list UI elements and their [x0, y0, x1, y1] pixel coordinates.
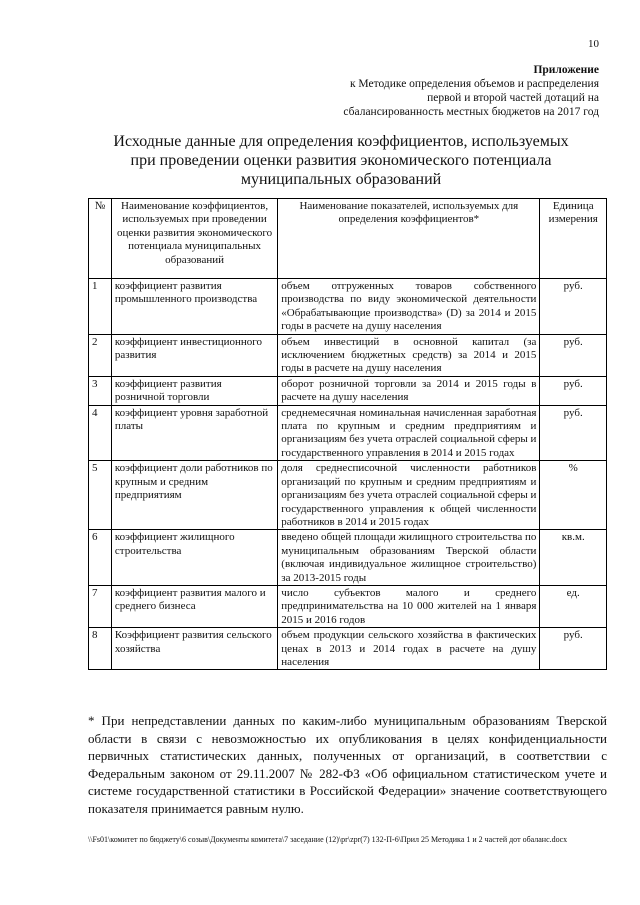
row-indicator: объем продукции сельского хозяйства в фактических ценах в 2013 и 2014 годах в расчете на душу населения	[278, 628, 540, 670]
row-indicator: введено общей площади жилищного строительства по муниципальным образованиям Тверской области (включая индивидуальное жилищное строительство) за 2013-2015 годы	[278, 530, 540, 586]
row-unit: кв.м.	[540, 530, 607, 586]
row-num: 4	[89, 405, 112, 461]
row-coefficient: коэффициент развития малого и среднего бизнеса	[111, 585, 277, 627]
coefficients-table	[88, 198, 607, 670]
header-num: №	[89, 199, 112, 279]
row-unit: руб.	[540, 405, 607, 461]
document-title: Исходные данные для определения коэффициентов, используемых при проведении оценки развития экономического потенциала муниципальных образований	[113, 133, 569, 188]
row-num: 1	[89, 279, 112, 335]
table-row	[89, 585, 607, 627]
row-unit: %	[540, 461, 607, 530]
row-num: 7	[89, 585, 112, 627]
row-coefficient: коэффициент жилищного строительства	[111, 530, 277, 586]
header-coefficient: Наименование коэффициентов, используемых при проведении оценки развития экономического потенциала муниципальных образований	[111, 199, 277, 279]
footnote: * При непредставлении данных по каким-либо муниципальным образованиям Тверской области в связи с невозможностью их опубликования в целях конфиденциальности первичных статистических данных, полученных от организаций, в соответствии с Федеральным законом от 29.11.2007 № 282-ФЗ «Об официальном статистическом учете и системе государственной статистики в Российской Федерации» значение соответствующего показателя принимается равным нулю.	[88, 713, 607, 816]
header-unit: Единица измерения	[540, 199, 607, 279]
appendix-block	[343, 63, 599, 119]
appendix-heading: Приложение	[533, 64, 599, 76]
row-unit: руб.	[540, 279, 607, 335]
row-coefficient: коэффициент уровня заработной платы	[111, 405, 277, 461]
row-indicator: доля среднесписочной численности работников организаций по крупным и средним предприятиям и организациям без учета отраслей социальной сферы и государственного управления к общей численности работников в 2014 и 2015 годах	[278, 461, 540, 530]
row-indicator: среднемесячная номинальная начисленная заработная плата по крупным и средним предприятиям и организациям без учета отраслей социальной сферы и государственного управления в 2014 и 2015 годах	[278, 405, 540, 461]
file-path: \\Fs01\комитет по бюджету\6 созыв\Документы комитета\7 заседание (12)\pr\zpr(7) 132-П-6\Прил 25 Методика 1 и 2 частей дот обаланс.docx	[88, 835, 568, 844]
header-indicators: Наименование показателей, используемых для определения коэффициентов*	[278, 199, 540, 279]
row-unit: ед.	[540, 585, 607, 627]
page-number: 10	[588, 38, 599, 50]
row-unit: руб.	[540, 628, 607, 670]
row-indicator: число субъектов малого и среднего предпринимательства на 10 000 жителей на 1 января 2015 и 2016 годов	[278, 585, 540, 627]
appendix-line: к Методике определения объемов и распределения	[349, 78, 599, 90]
row-num: 8	[89, 628, 112, 670]
row-unit: руб.	[540, 376, 607, 405]
row-coefficient: коэффициент развития розничной торговли	[111, 376, 277, 405]
row-num: 3	[89, 376, 112, 405]
table-row	[89, 461, 607, 530]
row-coefficient: коэффициент развития промышленного производства	[111, 279, 277, 335]
row-unit: руб.	[540, 334, 607, 376]
table-header-row	[89, 199, 607, 279]
table-row	[89, 376, 607, 405]
table-row	[89, 279, 607, 335]
row-indicator: объем инвестиций в основной капитал (за исключением бюджетных средств) за 2014 и 2015 годы в расчете на душу населения	[278, 334, 540, 376]
row-num: 2	[89, 334, 112, 376]
row-coefficient: Коэффициент развития сельского хозяйства	[111, 628, 277, 670]
appendix-line: первой и второй частей дотаций на	[427, 92, 599, 104]
appendix-line: сбалансированность местных бюджетов на 2017 год	[343, 106, 599, 118]
row-num: 5	[89, 461, 112, 530]
row-indicator: объем отгруженных товаров собственного производства по виду экономической деятельности «Обрабатывающие производства» (D) за 2014 и 2015 годы в расчете на душу населения	[278, 279, 540, 335]
row-num: 6	[89, 530, 112, 586]
row-coefficient: коэффициент инвестиционного развития	[111, 334, 277, 376]
row-coefficient: коэффициент доли работников по крупным и средним предприятиям	[111, 461, 277, 530]
table-row	[89, 628, 607, 670]
table-row	[89, 334, 607, 376]
row-indicator: оборот розничной торговли за 2014 и 2015 годы в расчете на душу населения	[278, 376, 540, 405]
table-row	[89, 530, 607, 586]
table-row	[89, 405, 607, 461]
